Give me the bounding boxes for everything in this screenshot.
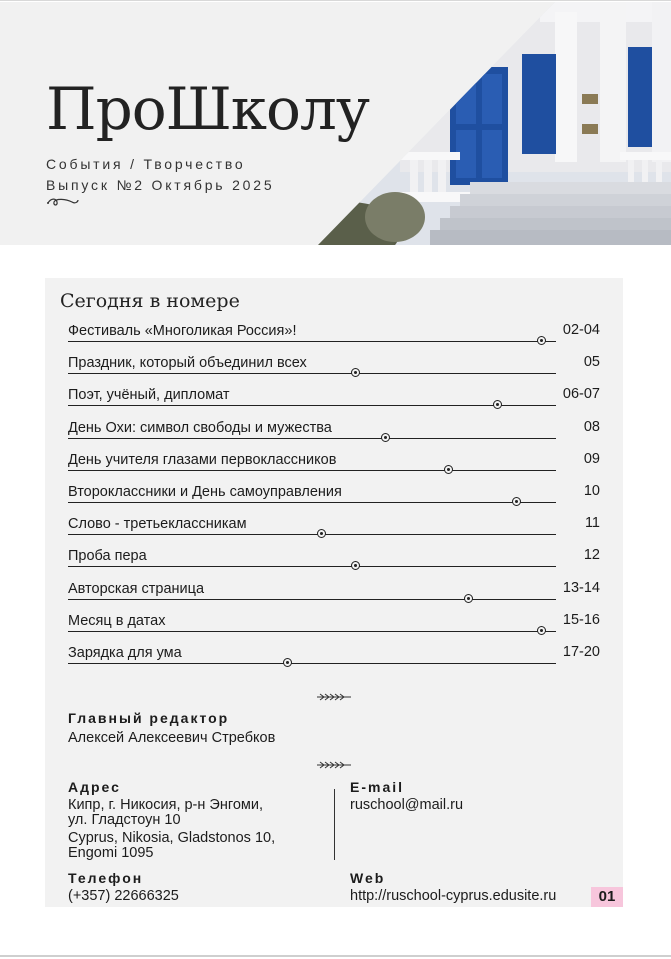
toc-leader-line <box>68 663 556 664</box>
toc-item-pages: 02-04 <box>562 322 600 338</box>
toc-item[interactable] <box>68 417 600 449</box>
top-edge <box>0 0 671 1</box>
toc-item-pages: 17-20 <box>562 644 600 660</box>
toc-item-label: Праздник, который объединил всех <box>68 355 307 372</box>
toc-item[interactable] <box>68 384 600 416</box>
toc-item-label: Поэт, учёный, дипломат <box>68 387 230 404</box>
toc-marker-dot <box>317 529 326 538</box>
phone-value: (+357) 22666325 <box>68 888 179 904</box>
toc-leader-line <box>68 534 556 535</box>
toc-item[interactable] <box>68 320 600 352</box>
toc-item-pages: 09 <box>583 450 600 467</box>
toc-marker-dot <box>381 433 390 442</box>
toc-marker-dot <box>537 626 546 635</box>
toc-leader-line <box>68 341 556 342</box>
toc-item[interactable] <box>68 545 600 577</box>
web-link[interactable]: http://ruschool-cyprus.edusite.ru <box>350 888 557 904</box>
issue-info: Выпуск №2 Октябрь 2025 <box>46 177 275 193</box>
vertical-divider <box>334 789 335 860</box>
toc-leader-line <box>68 599 556 600</box>
bottom-edge <box>0 955 671 957</box>
editor-name: Алексей Алексеевич Стребков <box>68 730 276 746</box>
toc-item-pages: 12 <box>583 547 600 564</box>
toc-heading: Сегодня в номере <box>60 290 240 312</box>
toc-leader-line <box>68 438 556 439</box>
address-line: ул. Гладстоун 10 <box>68 812 181 828</box>
address-line: Cyprus, Nikosia, Gladstonos 10, <box>68 830 276 846</box>
toc-leader-line <box>68 373 556 374</box>
toc-marker-dot <box>444 465 453 474</box>
toc-item-pages: 06-07 <box>562 386 600 403</box>
toc-marker-dot <box>283 658 292 667</box>
page-number-badge: 01 <box>591 887 623 907</box>
arrow-ornament-icon <box>316 693 352 701</box>
masthead-title: ПроШколу <box>46 75 369 143</box>
toc-item-pages: 11 <box>584 515 600 532</box>
toc-item-label: Фестиваль «Многоликая Россия»! <box>68 323 297 339</box>
phone-heading: Телефон <box>68 870 144 886</box>
toc-leader-line <box>68 566 556 567</box>
toc-item-label: День Охи: символ свободы и мужества <box>68 419 332 436</box>
toc-item-pages: 05 <box>583 354 600 371</box>
toc-item[interactable] <box>68 481 600 513</box>
toc-item-pages: 15-16 <box>562 611 600 628</box>
web-heading: Web <box>350 870 386 886</box>
toc-item[interactable] <box>68 578 600 610</box>
toc-item[interactable] <box>68 642 600 674</box>
toc-marker-dot <box>512 497 521 506</box>
email-link[interactable]: ruschool@mail.ru <box>350 797 464 813</box>
masthead-subtitle: События / Творчество <box>46 156 246 172</box>
address-line: Engomi 1095 <box>68 845 154 861</box>
toc-marker-dot <box>537 336 546 345</box>
toc-marker-dot <box>351 368 360 377</box>
address-line: Кипр, г. Никосия, р-н Энгоми, <box>68 797 263 813</box>
header <box>0 2 671 245</box>
toc-leader-line <box>68 405 556 406</box>
toc-item-label: Проба пера <box>68 548 147 565</box>
toc-item-pages: 13-14 <box>562 579 600 596</box>
toc-leader-line <box>68 502 556 503</box>
toc-item-label: Зарядка для ума <box>68 645 182 661</box>
toc-item[interactable] <box>68 610 600 642</box>
toc-item-pages: 10 <box>583 483 600 499</box>
toc-item-label: Второклассники и День самоуправления <box>68 484 342 500</box>
address-heading: Адрес <box>68 779 121 795</box>
toc-leader-line <box>68 470 556 471</box>
toc-leader-line <box>68 631 556 632</box>
toc-item-pages: 08 <box>583 418 600 435</box>
toc-item[interactable] <box>68 513 600 545</box>
swirl-flourish-icon <box>46 196 80 208</box>
email-heading: E-mail <box>350 779 405 795</box>
arrow-ornament-icon <box>316 761 352 769</box>
toc-item-label: День учителя глазами первоклассников <box>68 451 337 468</box>
toc-item[interactable] <box>68 352 600 384</box>
toc-item[interactable] <box>68 449 600 481</box>
toc-marker-dot <box>351 561 360 570</box>
toc-item-label: Слово - третьеклассникам <box>68 516 247 533</box>
editor-heading: Главный редактор <box>68 710 230 726</box>
toc-item-label: Месяц в датах <box>68 612 166 629</box>
toc-marker-dot <box>464 594 473 603</box>
toc-item-label: Авторская страница <box>68 580 205 597</box>
toc-marker-dot <box>493 400 502 409</box>
